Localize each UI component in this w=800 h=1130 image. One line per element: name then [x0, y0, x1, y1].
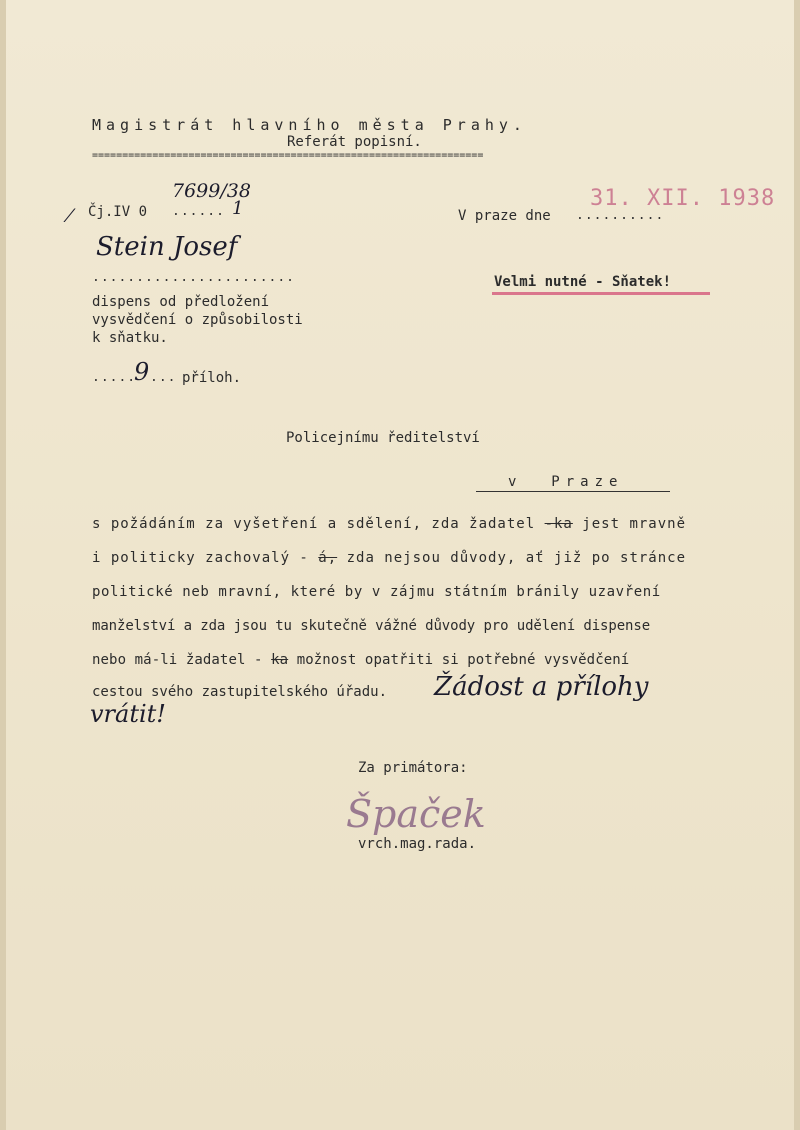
body-line-4: manželství a zda jsou tu skutečně vážné důvody pro udělení dispense [92, 618, 651, 634]
body-line-6: cestou svého zastupitelského úřadu. [92, 684, 388, 700]
attachments-dots-before: ..... [92, 370, 137, 385]
reference-dots: ...... [172, 204, 225, 219]
urgency-underline [492, 292, 710, 295]
attachments-count-handwritten: 9 [134, 358, 150, 386]
reference-number-handwritten: 7699/38 [172, 180, 251, 202]
body-struck-ka-2: ka [271, 652, 289, 668]
office-heading: Magistrát hlavního města Prahy. [92, 116, 527, 134]
body-struck-a: á, [318, 550, 338, 566]
reference-prefix: Čj.IV 0 [88, 204, 148, 220]
recipient-line-1: Policejnímu ředitelství [286, 430, 480, 446]
body-line-5: nebo má-li žadatel - ka možnost opatřiti si potřebné vysvědčení [92, 652, 630, 668]
body-line-2: i politicky zachovalý - á, zda nejsou důvody, ať již po stránce [92, 550, 687, 566]
reference-flourish: ⁄ [68, 206, 72, 227]
urgency-note: Velmi nutné - Sňatek! [494, 274, 672, 290]
subject-line-2: vysvědčení o způsobilosti [92, 312, 303, 328]
applicant-dots: ....................... [92, 270, 296, 285]
handwritten-note-part-1: Žádost a přílohy [434, 672, 649, 702]
header-rule: ================================================================= [92, 150, 484, 161]
attachments-dots-after: ... [150, 370, 177, 385]
subject-line-1: dispens od předložení [92, 294, 270, 310]
subject-line-3: k sňatku. [92, 330, 168, 346]
recipient-underline [476, 491, 670, 492]
date-dots: .......... [576, 208, 665, 223]
closing-title: vrch.mag.rada. [358, 836, 477, 852]
handwritten-note-part-2: vrátit! [90, 700, 166, 728]
body-line-1: s požádáním za vyšetření a sdělení, zda žadatel -ka jest mravně [92, 516, 687, 532]
body-struck-ka-1: -ka [544, 516, 573, 532]
date-stamp: 31. XII. 1938 [590, 186, 776, 211]
recipient-line-2: v Praze [508, 474, 624, 490]
department-heading: Referát popisní. [287, 134, 422, 150]
applicant-name-handwritten: Stein Josef [96, 232, 238, 262]
paper-edge-left [0, 0, 6, 1130]
body-line-3: politické neb mravní, které by v zájmu státním bránily uzavření [92, 584, 661, 600]
attachments-label: příloh. [182, 370, 242, 386]
signature-handwritten: Špaček [346, 792, 486, 836]
reference-suffix-handwritten: 1 [232, 198, 244, 219]
paper-edge-right [794, 0, 800, 1130]
closing-for-mayor: Za primátora: [358, 760, 468, 776]
date-label: V praze dne [458, 208, 551, 224]
